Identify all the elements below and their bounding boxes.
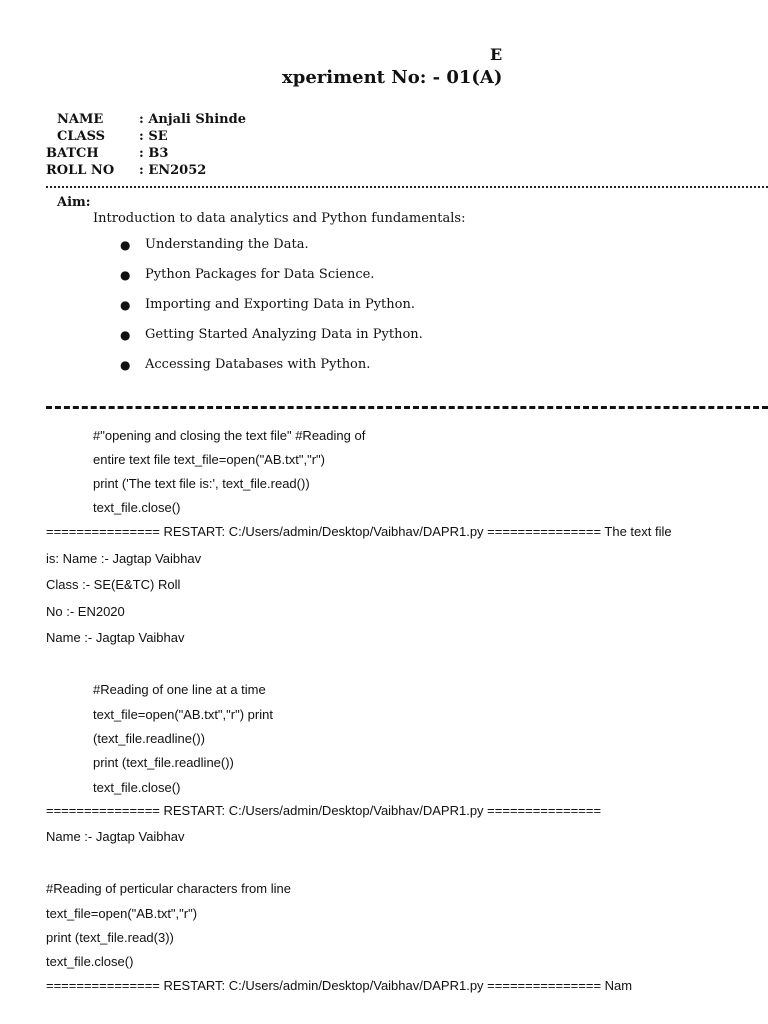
aim-item: Accessing Databases with Python.	[145, 357, 371, 372]
aim-intro: Introduction to data analytics and Python fundamentals:	[93, 211, 466, 226]
heading-letter: E	[490, 45, 503, 64]
output-line: =============== RESTART: C:/Users/admin/Desktop/Vaibhav/DAPR1.py =============== The text file	[46, 524, 672, 539]
code-line: print (text_file.readline())	[93, 755, 234, 770]
code-line: print ('The text file is:', text_file.read())	[93, 476, 310, 491]
code-line: print (text_file.read(3))	[46, 930, 174, 945]
class-value: : SE	[139, 129, 168, 144]
bullet-icon: ●	[120, 238, 131, 252]
name-value: : Anjali Shinde	[139, 112, 246, 127]
aim-item: Python Packages for Data Science.	[145, 267, 375, 282]
bullet-icon: ●	[120, 268, 131, 282]
batch-value: : B3	[139, 146, 169, 161]
aim-label: Aim:	[57, 195, 91, 210]
code-line: text_file=open("AB.txt","r") print	[93, 707, 273, 722]
output-line: =============== RESTART: C:/Users/admin/Desktop/Vaibhav/DAPR1.py ===============	[46, 803, 602, 818]
output-line: =============== RESTART: C:/Users/admin/Desktop/Vaibhav/DAPR1.py =============== Nam	[46, 978, 633, 993]
aim-item: Getting Started Analyzing Data in Python.	[145, 327, 423, 342]
roll-no-label: ROLL NO	[46, 163, 115, 178]
output-line: Name :- Jagtap Vaibhav	[46, 829, 185, 844]
code-line: entire text file text_file=open("AB.txt","r")	[93, 452, 325, 467]
code-line: #Reading of one line at a time	[93, 682, 266, 697]
code-line: text_file.close()	[93, 500, 181, 515]
dotted-divider	[46, 186, 768, 188]
output-line: is: Name :- Jagtap Vaibhav	[46, 551, 202, 566]
batch-label: BATCH	[46, 146, 99, 161]
output-line: Class :- SE(E&TC) Roll	[46, 577, 181, 592]
roll-no-value: : EN2052	[139, 163, 207, 178]
bullet-icon: ●	[120, 358, 131, 372]
class-label: CLASS	[57, 129, 106, 144]
code-line: (text_file.readline())	[93, 731, 205, 746]
output-line: No :- EN2020	[46, 604, 125, 619]
dashed-divider	[46, 406, 768, 409]
name-label: NAME	[57, 112, 104, 127]
code-line: text_file.close()	[93, 780, 181, 795]
bullet-icon: ●	[120, 328, 131, 342]
output-line: Name :- Jagtap Vaibhav	[46, 630, 185, 645]
code-line: #"opening and closing the text file" #Reading of	[93, 428, 366, 443]
code-line: #Reading of perticular characters from line	[46, 881, 291, 896]
code-line: text_file.close()	[46, 954, 134, 969]
aim-item: Importing and Exporting Data in Python.	[145, 297, 415, 312]
code-line: text_file=open("AB.txt","r")	[46, 906, 198, 921]
page-title: xperiment No: - 01(A)	[282, 67, 503, 88]
bullet-icon: ●	[120, 298, 131, 312]
aim-item: Understanding the Data.	[145, 237, 309, 252]
